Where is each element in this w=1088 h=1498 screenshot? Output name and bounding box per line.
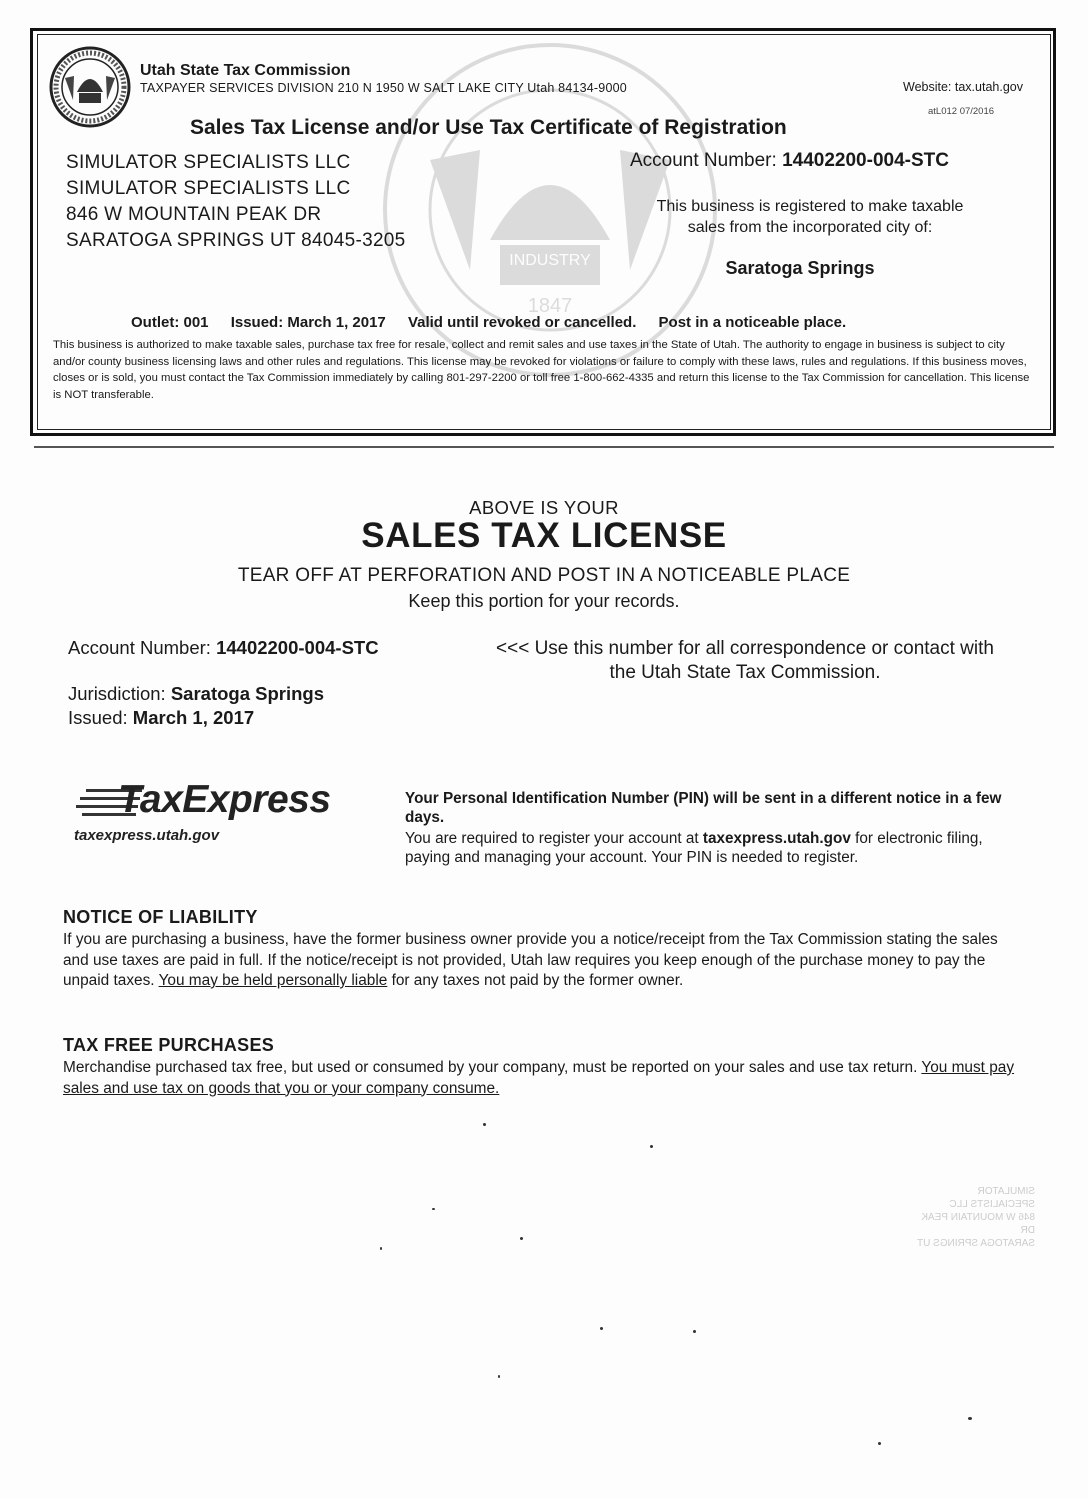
mailer-bleed-through [915,1185,1035,1250]
scan-speck [693,1330,696,1333]
taxexpress-logo: TaxExpress [118,778,331,821]
address-line: SIMULATOR SPECIALISTS LLC [66,152,351,173]
address-line: SIMULATOR SPECIALISTS LLC [66,178,351,199]
license-title: Sales Tax License and/or Use Tax Certificate of Registration [190,116,787,139]
license-terms: This business is authorized to make taxable sales, purchase tax free for resale, collect and remit sales and use taxes in the State of Utah. The authority to engage in business is subject to city and/or county business licensing laws and other rules and regulations. This license may be revoked for violations or failure to comply with these laws, rules and regulations. If this business moves, closes or is sold, you must contact the Tax Commission immediately by calling 801-297-2200 or toll free 1-800-662-4335 and return this license to the Tax Commission for cancellation. This license is NOT transferable. [53,339,1030,401]
post-instruction: Post in a noticeable place. [658,314,847,331]
account-label: Account Number: [630,150,777,171]
scan-speck [380,1247,382,1250]
account-number: 14402200-004-STC [782,150,949,171]
jurisdiction-value: Saratoga Springs [170,683,325,704]
perforation-line [34,446,1054,448]
liability-text [63,930,1023,992]
form-code: atL012 07/2016 [928,106,995,117]
scan-speck [432,1208,435,1210]
issued-value: March 1, 2017 [132,707,255,728]
liability-text-end: for any taxes not paid by the former owner. [387,972,684,989]
issued-date: Issued: March 1, 2017 [230,314,386,331]
taxexpress-url[interactable]: taxexpress.utah.gov [74,827,220,844]
scan-speck [483,1123,486,1126]
jurisdiction-row [68,683,324,705]
seal-year: 1847 [527,295,573,317]
register-text-start: You are required to register your account at [405,830,703,847]
tax-free-underlined: You must pay sales and use tax on goods that you or your company consume. [63,1059,1015,1097]
scan-speck [650,1145,653,1148]
above-is-your: ABOVE IS YOUR [469,497,619,518]
use-number-note: <<< Use this number for all correspondence or contact with the Utah State Tax Commission. [496,638,994,683]
pin-notice: Your Personal Identification Number (PIN) will be sent in a different notice in a few days. [405,790,1002,826]
license-city: Saratoga Springs [725,258,875,278]
register-instructions [405,829,1015,867]
register-url[interactable]: taxexpress.utah.gov [702,830,851,847]
scan-speck [520,1237,523,1240]
registered-statement: This business is registered to make taxable sales from the incorporated city of: [656,198,964,236]
mailer-line: 846 W MOUNTAIN PEAK DR [921,1212,1035,1236]
outlet-row [131,314,864,331]
outlet-number: Outlet: 001 [131,314,209,331]
sales-tax-license-heading: SALES TAX LICENSE [361,516,727,555]
issued-row [68,707,254,729]
account-number: 14402200-004-STC [216,637,379,658]
address-line: SARATOGA SPRINGS UT 84045-3205 [66,230,406,251]
address-line: 846 W MOUNTAIN PEAK DR [66,204,322,225]
validity: Valid until revoked or cancelled. [407,314,637,331]
keep-instruction: Keep this portion for your records. [408,591,680,611]
liability-heading: NOTICE OF LIABILITY [63,907,258,927]
mailer-line: SARATOGA SPRINGS UT [917,1238,1035,1249]
seal-motto: INDUSTRY [509,252,591,269]
scan-speck [878,1442,881,1445]
scan-speck [498,1375,500,1378]
state-seal-logo [49,46,131,128]
account-label: Account Number: [68,637,211,658]
tax-free-text [63,1058,1023,1099]
website-label: Website: tax.utah.gov [903,80,1023,94]
agency-name: Utah State Tax Commission [140,62,351,79]
issued-label: Issued: [68,707,128,728]
mailer-line: SIMULATOR SPECIALISTS LLC [949,1186,1035,1210]
scan-speck [600,1327,603,1330]
scan-speck [968,1417,972,1420]
tear-instruction: TEAR OFF AT PERFORATION AND POST IN A NOTICEABLE PLACE [237,565,851,586]
tax-free-heading: TAX FREE PURCHASES [63,1035,275,1055]
liability-text-start: If you are purchasing a business, have the former business owner provide you a notice/receipt from the Tax Commission stating the sales and use taxes are paid in full. If the notice/receipt is not provided, Utah law requires you keep enough of the purchase money to pay the unpaid taxes. [63,931,998,989]
liability-underlined: You may be held personally liable [158,972,388,989]
register-text-end: for electronic filing, paying and managing your account. Your PIN is needed to register. [405,830,983,866]
notice-account-number [68,637,379,659]
license-account-number [630,150,949,172]
jurisdiction-label: Jurisdiction: [68,683,166,704]
tax-free-text-start: Merchandise purchased tax free, but used or consumed by your company, must be reported on your sales and use tax return. [63,1059,922,1076]
agency-address: TAXPAYER SERVICES DIVISION 210 N 1950 W SALT LAKE CITY Utah 84134-9000 [140,81,627,95]
